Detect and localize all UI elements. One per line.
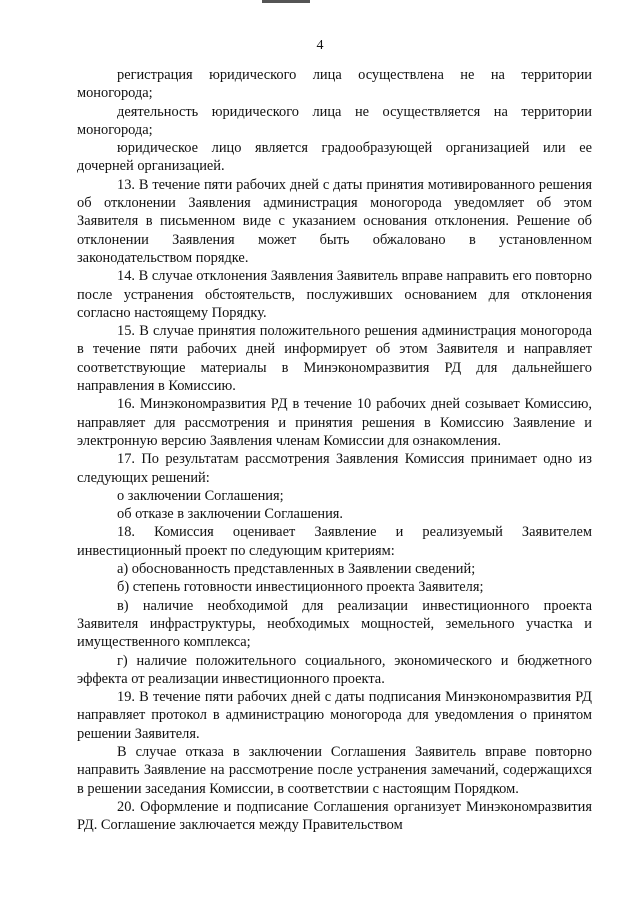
scan-artifact bbox=[262, 0, 310, 3]
paragraph-20: 20. Оформление и подписание Соглашения организует Минэкономразвития РД. Соглашение заключается между Правительством bbox=[77, 798, 592, 834]
paragraph-17: 17. По результатам рассмотрения Заявления Комиссия принимает одно из следующих решений: bbox=[77, 451, 592, 486]
criterion-c: в) наличие необходимой для реализации инвестиционного проекта Заявителя инфраструктуры, необходимых мощностей, земельного участка и имущественного комплекса; bbox=[77, 597, 592, 651]
criterion-a: а) обоснованность представленных в Заявлении сведений; bbox=[117, 561, 476, 578]
page-number: 4 bbox=[316, 38, 324, 53]
paragraph-19: 19. В течение пяти рабочих дней с даты подписания Минэкономразвития РД направляет протокол в администрацию моногорода для уведомления о принятом решении Заявителя. bbox=[77, 689, 592, 742]
decision-option-conclude: о заключении Соглашения; bbox=[117, 487, 284, 504]
paragraph-16: 16. Минэкономразвития РД в течение 10 рабочих дней созывает Комиссию, направляет для рассмотрения и принятия решения в Комиссию Заявление и электронную версию Заявления членам Комиссии для ознакомления. bbox=[77, 396, 592, 449]
paragraph-activity: деятельность юридического лица не осуществляется на территории моногорода; bbox=[77, 103, 592, 138]
paragraph-18: 18. Комиссия оценивает Заявление и реализуемый Заявителем инвестиционный проект по следующим критериям: bbox=[77, 524, 592, 559]
criterion-d: г) наличие положительного социального, экономического и бюджетного эффекта от реализации инвестиционного проекта. bbox=[77, 652, 592, 687]
document-body bbox=[77, 66, 592, 834]
paragraph-15: 15. В случае принятия положительного решения администрация моногорода в течение пяти рабочих дней информирует об этом Заявителя и направляет соответствующие материалы в Минэкономразвития РД для дальнейшего направления в Комиссию. bbox=[77, 323, 592, 395]
paragraph-19-refusal: В случае отказа в заключении Соглашения Заявитель вправе повторно направить Заявление на рассмотрение после устранения замечаний, содержащихся в решении заседания Комиссии, в соответствии с настоящим Порядком. bbox=[77, 743, 592, 797]
criterion-b: б) степень готовности инвестиционного проекта Заявителя; bbox=[117, 579, 484, 596]
decision-option-refuse: об отказе в заключении Соглашения. bbox=[117, 506, 344, 523]
paragraph-city-forming: юридическое лицо является градообразующей организацией или ее дочерней организацией. bbox=[77, 140, 592, 175]
paragraph-14: 14. В случае отклонения Заявления Заявитель вправе направить его повторно после устранения обстоятельств, послуживших основанием для отклонения согласно настоящему Порядку. bbox=[77, 268, 592, 321]
paragraph-registration: регистрация юридического лица осуществлена не на территории моногорода; bbox=[77, 67, 592, 102]
paragraph-13: 13. В течение пяти рабочих дней с даты принятия мотивированного решения об отклонении Заявления администрация моногорода уведомляет об этом Заявителя в письменном виде с указанием основания отклонения. Решение об отклонении Заявления может быть обжаловано в установленном законодательством порядке. bbox=[77, 176, 592, 266]
